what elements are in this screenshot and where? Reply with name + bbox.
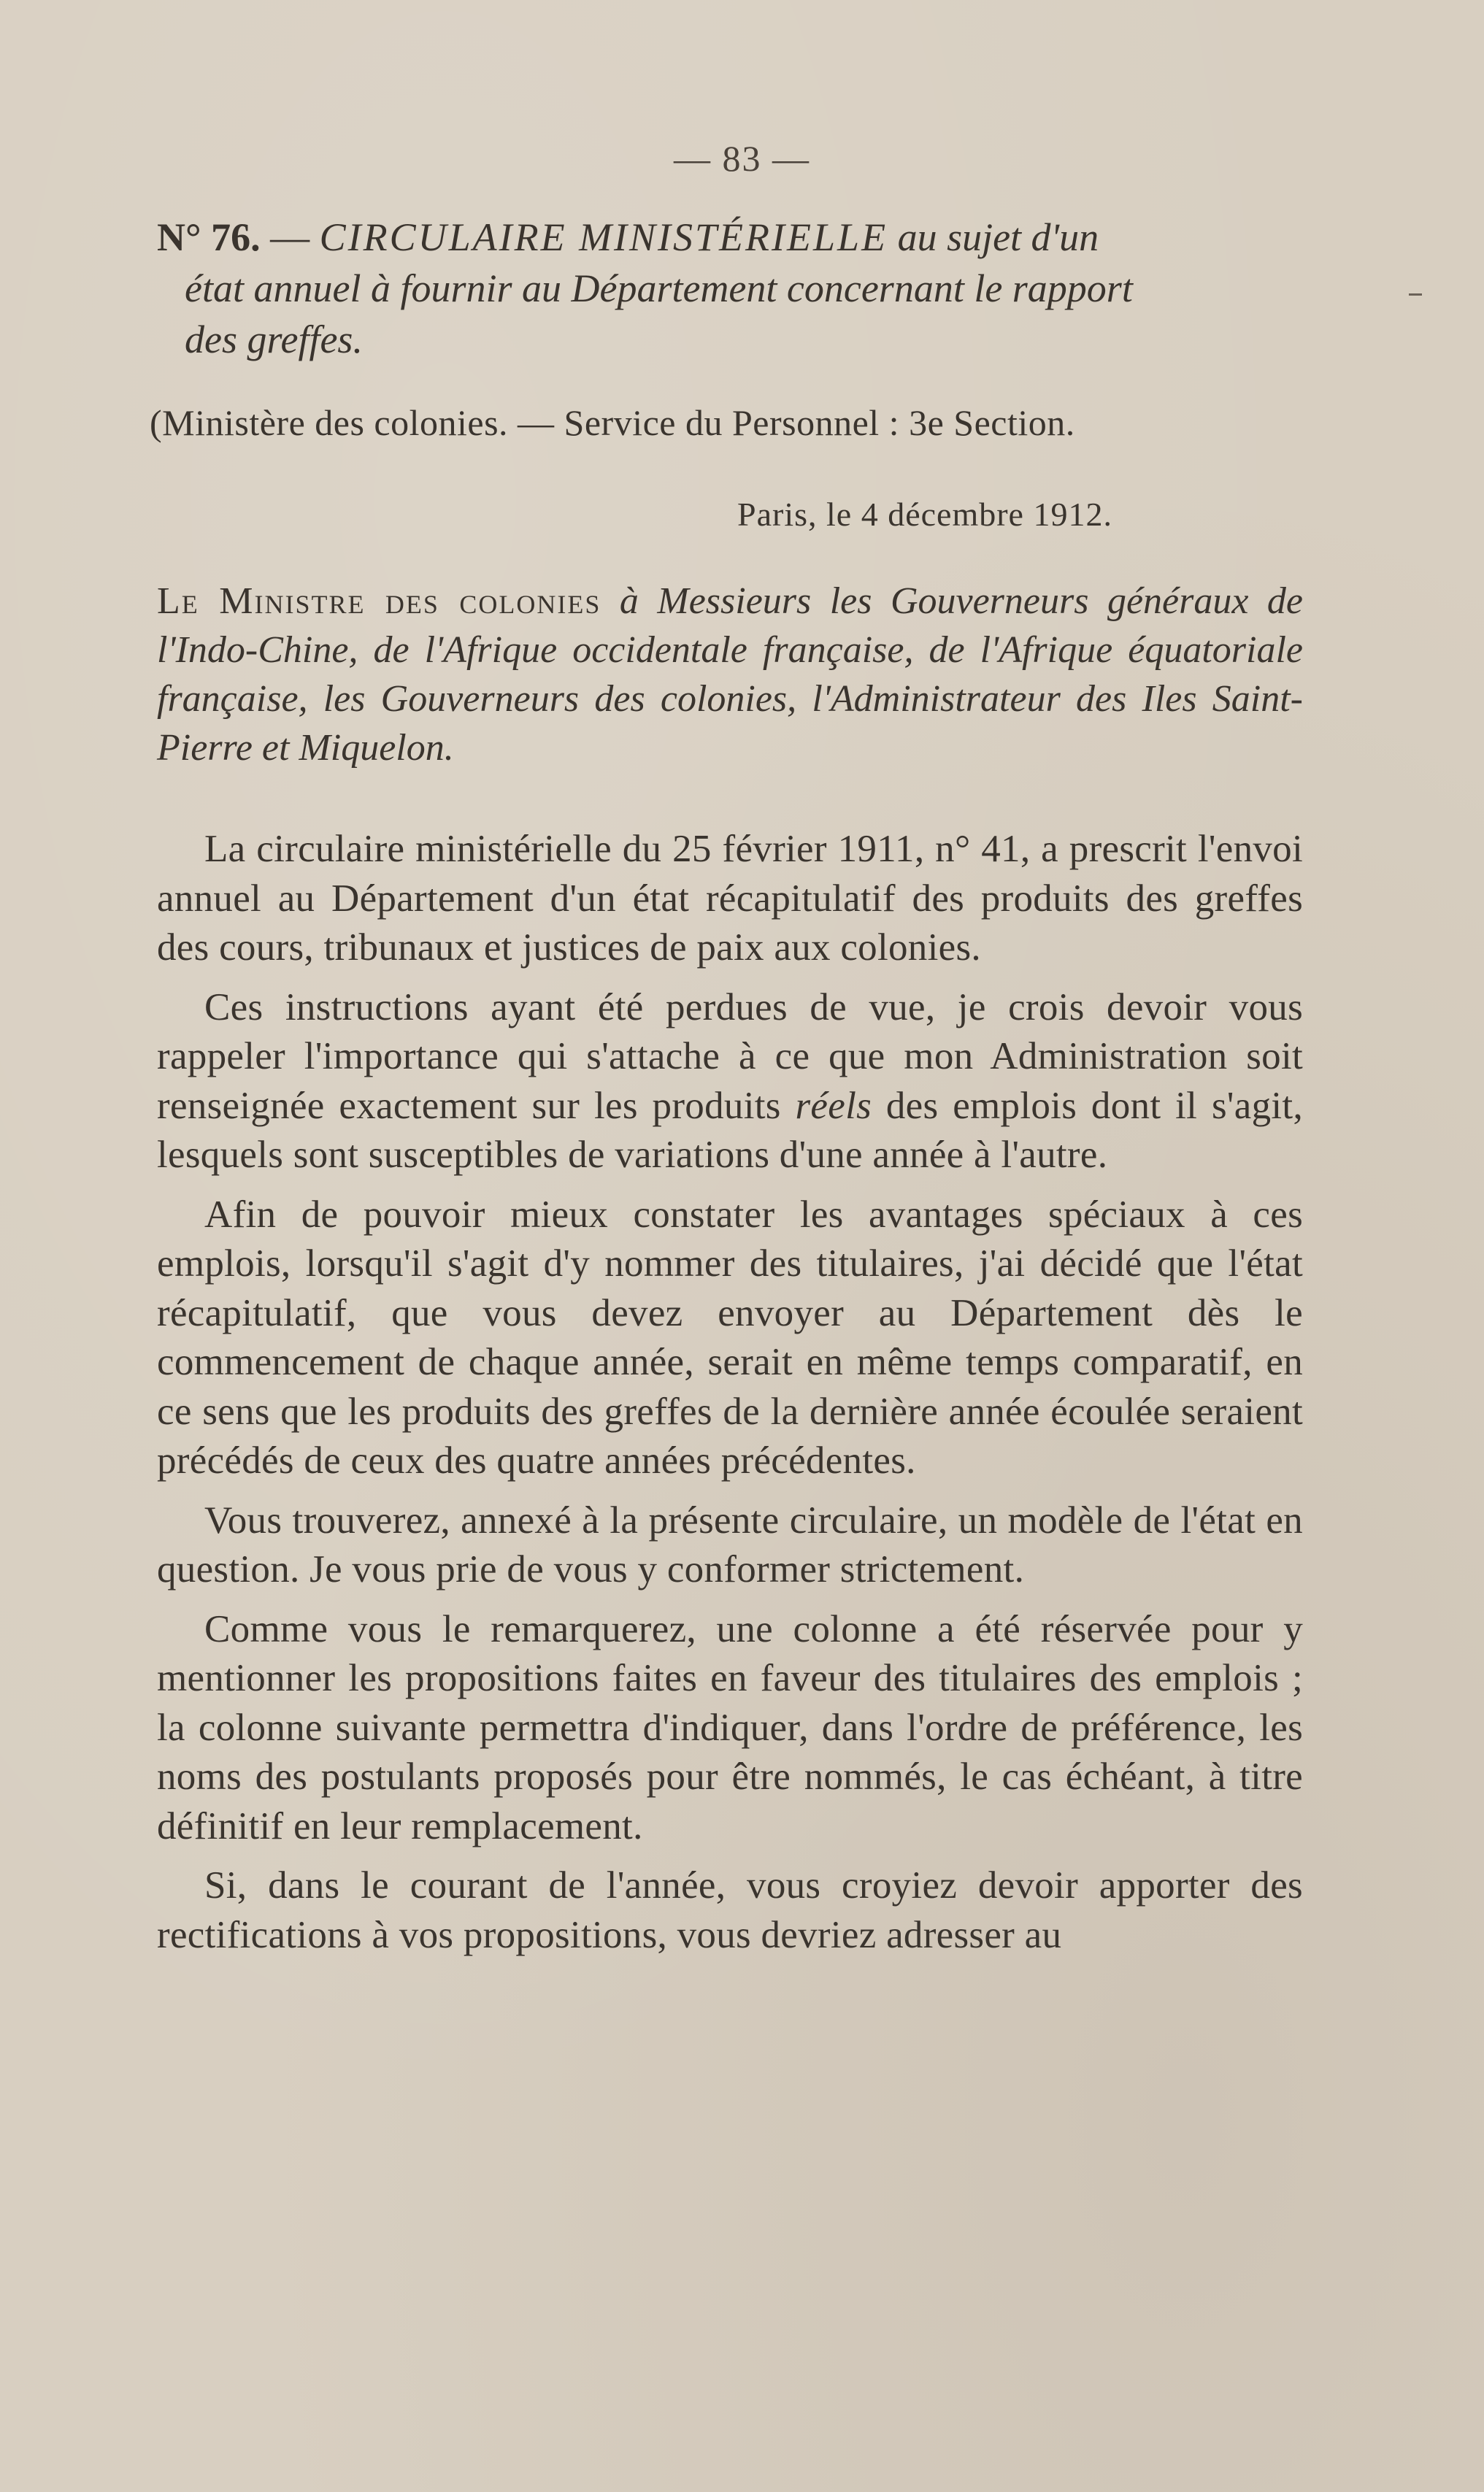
heading-dash: — <box>260 215 320 259</box>
letter-body <box>157 825 1303 1970</box>
paragraph-2-part-b: des emplois dont il s'agit, lesquels sont susceptibles de variations d'une année à l'autre. <box>157 1084 1304 1176</box>
heading-line-2: état annuel à fournir au Département concernant le rapport <box>185 266 1133 310</box>
circular-number: N° 76. <box>157 215 261 259</box>
paragraph-1: La circulaire ministérielle du 25 février 1911, n° 41, a prescrit l'envoi annuel au Département d'un état récapitulatif des produits des greffes des cours, tribunaux et justices de paix aux colonies. <box>157 828 1303 969</box>
sender: Le Ministre des colonies <box>157 580 601 622</box>
ministry-line: (Ministère des colonies. — Service du Personnel : 3e Section. <box>150 402 1075 443</box>
paragraph-4: Vous trouverez, annexé à la présente circulaire, un modèle de l'état en question. Je vous prie de vous y conformer strictement. <box>157 1499 1303 1591</box>
circular-heading <box>157 212 1303 365</box>
paragraph-3: Afin de pouvoir mieux constater les avantages spéciaux à ces emplois, lorsqu'il s'agit d'y nommer des titulaires, j'ai décidé que l'état récapitulatif, que vous devez envoyer au Département dès le commencement de chaque année, serait en même temps comparatif, en ce sens que les produits des greffes de la dernière année écoulée seraient précédés de ceux des quatre années précédentes. <box>157 1193 1303 1482</box>
circular-title: CIRCULAIRE MINISTÉRIELLE <box>319 215 888 259</box>
page-number: — 83 — <box>674 138 810 179</box>
paragraph-2 <box>157 983 1303 1180</box>
address-block <box>157 577 1303 772</box>
paragraph-6: Si, dans le courant de l'année, vous croyiez devoir apporter des rectifications à vos propositions, vous devriez adresser au <box>157 1864 1303 1956</box>
heading-subject-start: au sujet d'un <box>888 215 1099 259</box>
paragraph-2-part-a: Ces instructions ayant été perdues de vue, je crois devoir vous rappeler l'importance qui s'attache à ce que mon Administration soit renseignée exactement sur les produits <box>157 985 1303 1127</box>
dateline: Paris, le 4 décembre 1912. <box>737 496 1112 533</box>
heading-line-3: des greffes. <box>185 318 363 361</box>
paragraph-5: Comme vous le remarquerez, une colonne a été réservée pour y mentionner les propositions faites en faveur des titulaires des emplois ; la colonne suivante permettra d'indiquer, dans l'ordre de préférence, les noms des postulants proposés pour être nommés, le cas échéant, à titre définitif en leur remplacement. <box>157 1607 1303 1847</box>
paragraph-2-emphasis: réels <box>795 1084 872 1127</box>
margin-dash <box>1409 293 1422 296</box>
recipients: à Messieurs les Gouverneurs généraux de l'Indo-Chine, de l'Afrique occidentale française, de l'Afrique équatoriale française, les Gouverneurs des colonies, l'Administrateur des Iles Saint-Pierre et Miquelon. <box>157 580 1303 769</box>
heading-line-1 <box>157 212 1303 263</box>
